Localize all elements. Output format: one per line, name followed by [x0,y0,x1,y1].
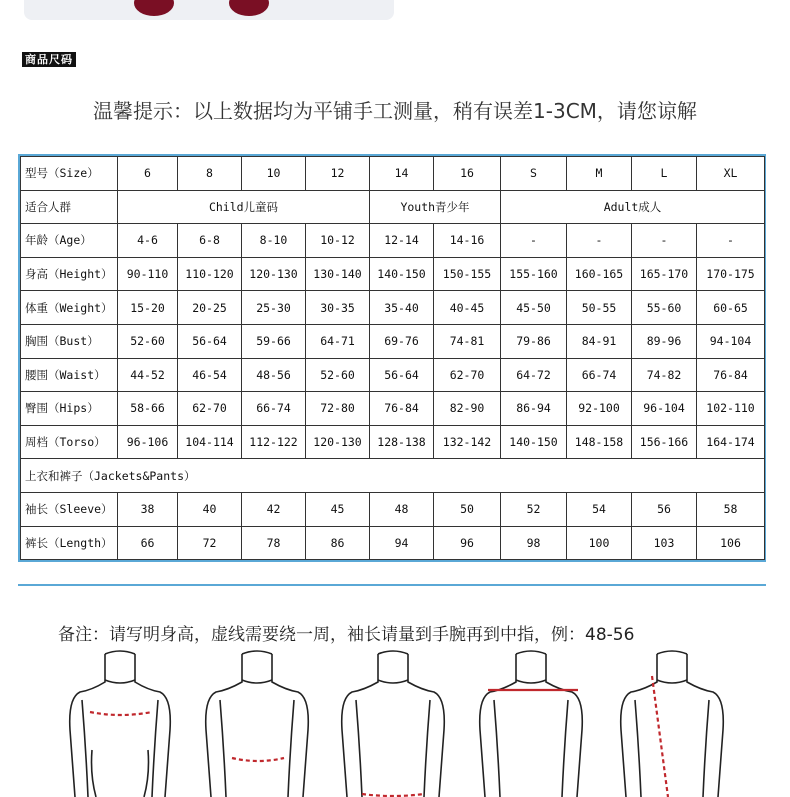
table-cell: 59-66 [242,324,306,358]
size-header-cell: L [632,157,697,191]
table-cell: 150-155 [434,257,501,291]
table-cell: 94 [370,526,434,560]
size-header-cell: M [567,157,632,191]
table-cell: 38 [118,492,178,526]
audience-group-cell: Adult成人 [501,190,765,224]
table-cell: 56-64 [370,358,434,392]
table-cell: 96-106 [118,425,178,459]
table-header-row [21,157,765,191]
table-cell: 56-64 [178,324,242,358]
table-cell: 50 [434,492,501,526]
size-header-label: 型号（Size） [21,157,118,191]
table-cell: 164-174 [697,425,765,459]
table-cell: 96 [434,526,501,560]
table-row [21,425,765,459]
figure-shoulder-diagram [480,651,583,797]
table-cell: 89-96 [632,324,697,358]
row-label: 裤长（Length） [21,526,118,560]
table-cell: 50-55 [567,291,632,325]
table-cell: 45-50 [501,291,567,325]
table-cell: 94-104 [697,324,765,358]
row-label: 身高（Height） [21,257,118,291]
table-cell: 48 [370,492,434,526]
table-cell: 6-8 [178,224,242,258]
table-cell: 58-66 [118,392,178,426]
table-cell: 40 [178,492,242,526]
table-cell: 66-74 [242,392,306,426]
table-row [21,291,765,325]
product-image-fragment [229,0,269,16]
row-label: 周档（Torso） [21,425,118,459]
figure-hips-diagram [342,651,445,797]
table-cell: 132-142 [434,425,501,459]
table-cell: 104-114 [178,425,242,459]
table-cell: 76-84 [370,392,434,426]
table-cell: 76-84 [697,358,765,392]
table-cell: 12-14 [370,224,434,258]
table-cell: 98 [501,526,567,560]
table-cell: 74-82 [632,358,697,392]
row-label: 胸围（Bust） [21,324,118,358]
table-cell: 170-175 [697,257,765,291]
size-header-cell: 12 [306,157,370,191]
section-label: 上衣和裤子（Jackets&Pants） [21,459,765,493]
section-row [21,459,765,493]
product-size-tag: 商品尺码 [22,52,76,67]
table-cell: 4-6 [118,224,178,258]
table-cell: 52-60 [118,324,178,358]
table-cell: 120-130 [242,257,306,291]
table-cell: 110-120 [178,257,242,291]
size-table-frame [18,154,766,562]
table-cell: 72 [178,526,242,560]
remark-note: 备注：请写明身高，虚线需要绕一周，袖长请量到手腕再到中指，例：48-56 [58,625,635,645]
table-row [21,257,765,291]
table-cell: 52 [501,492,567,526]
table-row [21,526,765,560]
table-cell: 86 [306,526,370,560]
table-cell: 62-70 [178,392,242,426]
table-row [21,492,765,526]
table-cell: 106 [697,526,765,560]
table-cell: 69-76 [370,324,434,358]
table-cell: 128-138 [370,425,434,459]
table-cell: 52-60 [306,358,370,392]
audience-group-cell: Youth青少年 [370,190,501,224]
table-cell: - [632,224,697,258]
hips-measure-line [362,794,424,796]
table-cell: 160-165 [567,257,632,291]
table-cell: 72-80 [306,392,370,426]
size-header-cell: S [501,157,567,191]
waist-measure-line [232,758,284,761]
audience-group-cell: Child儿童码 [118,190,370,224]
table-cell: 60-65 [697,291,765,325]
table-cell: 46-54 [178,358,242,392]
table-cell: 45 [306,492,370,526]
size-header-cell: 14 [370,157,434,191]
size-header-cell: 10 [242,157,306,191]
table-cell: 82-90 [434,392,501,426]
table-cell: 78 [242,526,306,560]
table-cell: 25-30 [242,291,306,325]
table-cell: 74-81 [434,324,501,358]
table-cell: 155-160 [501,257,567,291]
table-row [21,392,765,426]
table-cell: 140-150 [370,257,434,291]
measurement-notice: 温馨提示：以上数据均为平铺手工测量，稍有误差1-3CM，请您谅解 [93,99,697,123]
table-cell: 35-40 [370,291,434,325]
table-cell: 130-140 [306,257,370,291]
size-header-cell: 6 [118,157,178,191]
row-label: 腰围（Waist） [21,358,118,392]
table-cell: 62-70 [434,358,501,392]
table-cell: 140-150 [501,425,567,459]
table-cell: - [567,224,632,258]
table-cell: 84-91 [567,324,632,358]
size-header-cell: XL [697,157,765,191]
table-cell: - [501,224,567,258]
table-cell: 40-45 [434,291,501,325]
table-cell: 58 [697,492,765,526]
table-cell: - [697,224,765,258]
table-cell: 64-72 [501,358,567,392]
table-row [21,224,765,258]
table-cell: 120-130 [306,425,370,459]
product-image-strip [24,0,394,20]
table-cell: 48-56 [242,358,306,392]
table-cell: 10-12 [306,224,370,258]
table-cell: 15-20 [118,291,178,325]
table-cell: 90-110 [118,257,178,291]
table-cell: 103 [632,526,697,560]
figure-sleeve-diagram [621,651,724,797]
table-row [21,358,765,392]
table-cell: 92-100 [567,392,632,426]
size-header-cell: 8 [178,157,242,191]
table-cell: 66 [118,526,178,560]
figure-bust-diagram [70,651,171,797]
size-table [20,156,765,560]
table-cell: 56 [632,492,697,526]
table-cell: 86-94 [501,392,567,426]
table-cell: 79-86 [501,324,567,358]
table-cell: 96-104 [632,392,697,426]
table-cell: 8-10 [242,224,306,258]
table-cell: 55-60 [632,291,697,325]
table-cell: 112-122 [242,425,306,459]
table-cell: 30-35 [306,291,370,325]
table-cell: 100 [567,526,632,560]
row-label: 体重（Weight） [21,291,118,325]
bust-measure-line [90,712,152,715]
table-cell: 102-110 [697,392,765,426]
row-label: 臀围（Hips） [21,392,118,426]
audience-label: 适合人群 [21,190,118,224]
table-row [21,324,765,358]
row-label: 袖长（Sleeve） [21,492,118,526]
table-cell: 66-74 [567,358,632,392]
table-cell: 148-158 [567,425,632,459]
table-cell: 156-166 [632,425,697,459]
size-header-cell: 16 [434,157,501,191]
product-image-fragment [134,0,174,16]
audience-row [21,190,765,224]
table-cell: 64-71 [306,324,370,358]
table-cell: 42 [242,492,306,526]
table-cell: 44-52 [118,358,178,392]
table-cell: 14-16 [434,224,501,258]
sleeve-measure-line [652,676,668,797]
table-cell: 20-25 [178,291,242,325]
measurement-diagrams [0,640,790,797]
table-cell: 54 [567,492,632,526]
figure-waist-diagram [206,651,309,797]
table-cell: 165-170 [632,257,697,291]
row-label: 年龄（Age） [21,224,118,258]
section-divider [18,584,766,586]
